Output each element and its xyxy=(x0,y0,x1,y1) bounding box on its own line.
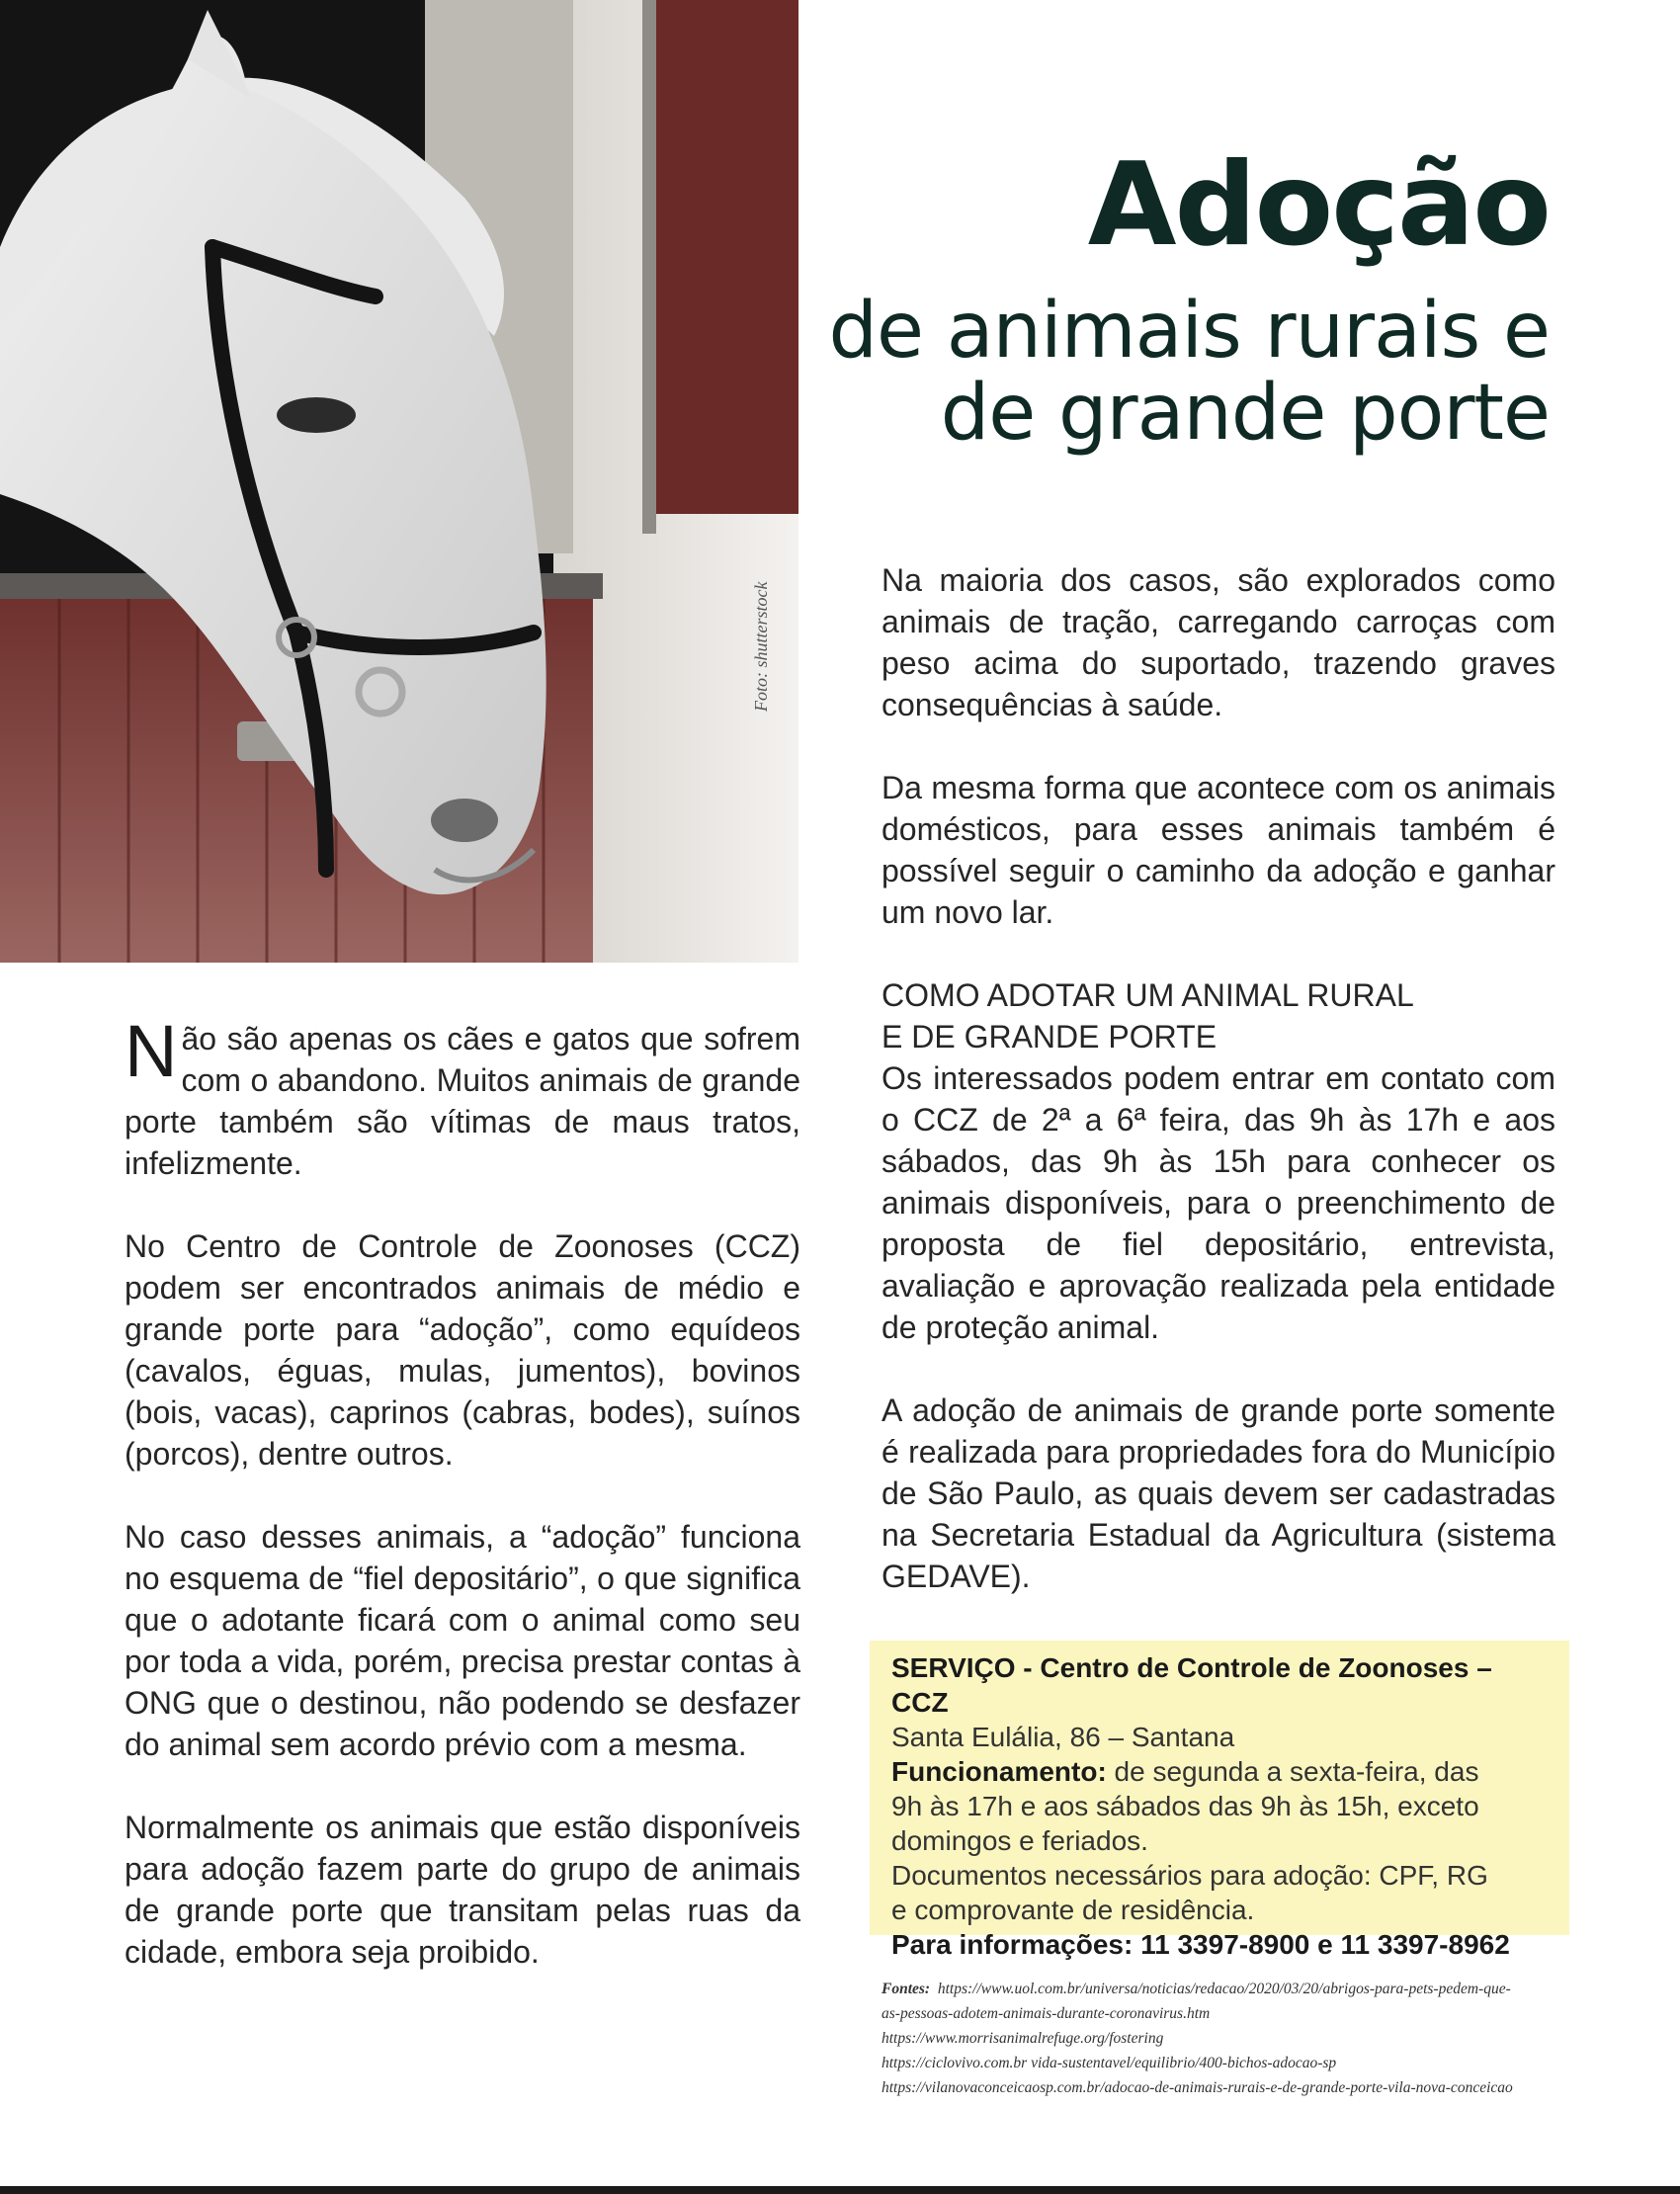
section-heading-line2: E DE GRANDE PORTE xyxy=(882,1019,1218,1055)
source-link-1-cont[interactable]: as-pessoas-adotem-animais-durante-coronavirus.htm xyxy=(882,2005,1211,2022)
sources-list xyxy=(882,1977,1642,2100)
horse-photo xyxy=(0,0,798,963)
source-link-3[interactable]: https://ciclovivo.com.br vida-sustentavel/equilibrio/400-bichos-adocao-sp xyxy=(882,2055,1337,2071)
source-link-1[interactable]: https://www.uol.com.br/universa/noticias/redacao/2020/03/20/abrigos-para-pets-pedem-que- xyxy=(937,1981,1511,1997)
service-docs-line1: Documentos necessários para adoção: CPF, RG xyxy=(891,1860,1488,1891)
right-paragraph-3: Os interessados podem entrar em contato com o CCZ de 2ª a 6ª feira, das 9h às 17h e aos sábados, das 9h às 15h para conhecer os animais disponíveis, para o preenchimento de proposta de fiel depositário, entrevista, avaliação e aprovação realizada pela entidade de proteção animal. xyxy=(882,1060,1555,1345)
right-paragraph-1: Na maioria dos casos, são explorados como animais de tração, carregando carroças com peso acima do suportado, trazendo graves consequências à saúde. xyxy=(882,562,1555,722)
left-paragraph-3: No caso desses animais, a “adoção” funciona no esquema de “fiel depositário”, o que significa que o adotante ficará com o animal como seu por toda a vida, porém, precisa prestar contas à ONG que o destinou, não podendo se desfazer do animal sem acordo prévio com a mesma. xyxy=(125,1519,800,1762)
left-paragraph-2: No Centro de Controle de Zoonoses (CCZ) podem ser encontrados animais de médio e grande porte para “adoção”, como equídeos (cavalos, éguas, mulas, jumentos), bovinos (bois, vacas), caprinos (cabras, bodes), suínos (porcos), dentre outros. xyxy=(125,1228,800,1472)
bottom-rule xyxy=(0,2186,1680,2194)
left-paragraph-4: Normalmente os animais que estão disponíveis para adoção fazem parte do grupo de animais de grande porte que transitam pelas ruas da cidade, embora seja proibido. xyxy=(125,1810,800,1970)
title-subtitle xyxy=(828,287,1550,459)
right-paragraph-4: A adoção de animais de grande porte somente é realizada para propriedades fora do Município de São Paulo, as quais devem ser cadastradas na Secretaria Estadual da Agricultura (sistema GEDAVE). xyxy=(882,1392,1555,1594)
service-hours-line2: 9h às 17h e aos sábados das 9h às 15h, exceto xyxy=(891,1791,1479,1821)
section-heading-line1: COMO ADOTAR UM ANIMAL RURAL xyxy=(882,977,1414,1013)
service-info-box xyxy=(870,1641,1569,1960)
title-main: Adoção xyxy=(1087,138,1550,272)
title-sub-line1: de animais rurais e xyxy=(828,287,1550,376)
title-sub-line2: de grande porte xyxy=(940,369,1550,459)
right-column xyxy=(882,559,1555,1597)
source-link-4[interactable]: https://vilanovaconceicaosp.com.br/adocao-de-animais-rurais-e-de-grande-porte-vila-nova-conceicao xyxy=(882,2079,1513,2096)
service-hours-label: Funcionamento: xyxy=(891,1756,1107,1787)
left-paragraph-1-text: ão são apenas os cães e gatos que sofrem com o abandono. Muitos animais de grande porte também são vítimas de maus tratos, infelizmente. xyxy=(125,1021,800,1181)
drop-cap: N xyxy=(125,1010,178,1092)
sources-label: Fontes: xyxy=(882,1981,931,1997)
service-hours-line1: de segunda a sexta-feira, das xyxy=(1114,1756,1479,1787)
service-docs-line2: e comprovante de residência. xyxy=(891,1895,1255,1925)
service-hours-line3: domingos e feriados. xyxy=(891,1825,1148,1856)
service-phone-info: Para informações: 11 3397-8900 e 11 3397-8962 xyxy=(891,1929,1510,1960)
left-column xyxy=(125,1010,800,1973)
service-title: SERVIÇO - Centro de Controle de Zoonoses – CCZ xyxy=(891,1652,1492,1718)
horse-photo-illustration xyxy=(0,0,798,963)
how-to-adopt-section xyxy=(882,974,1555,1348)
source-link-2[interactable]: https://www.morrisanimalrefuge.org/fostering xyxy=(882,2030,1164,2047)
left-paragraph-1 xyxy=(125,1010,800,1184)
photo-credit: Foto: shutterstock xyxy=(751,581,771,712)
service-address: Santa Eulália, 86 – Santana xyxy=(891,1722,1235,1752)
page-title xyxy=(828,138,1550,459)
right-paragraph-2: Da mesma forma que acontece com os animais domésticos, para esses animais também é possível seguir o caminho da adoção e ganhar um novo lar. xyxy=(882,770,1555,930)
